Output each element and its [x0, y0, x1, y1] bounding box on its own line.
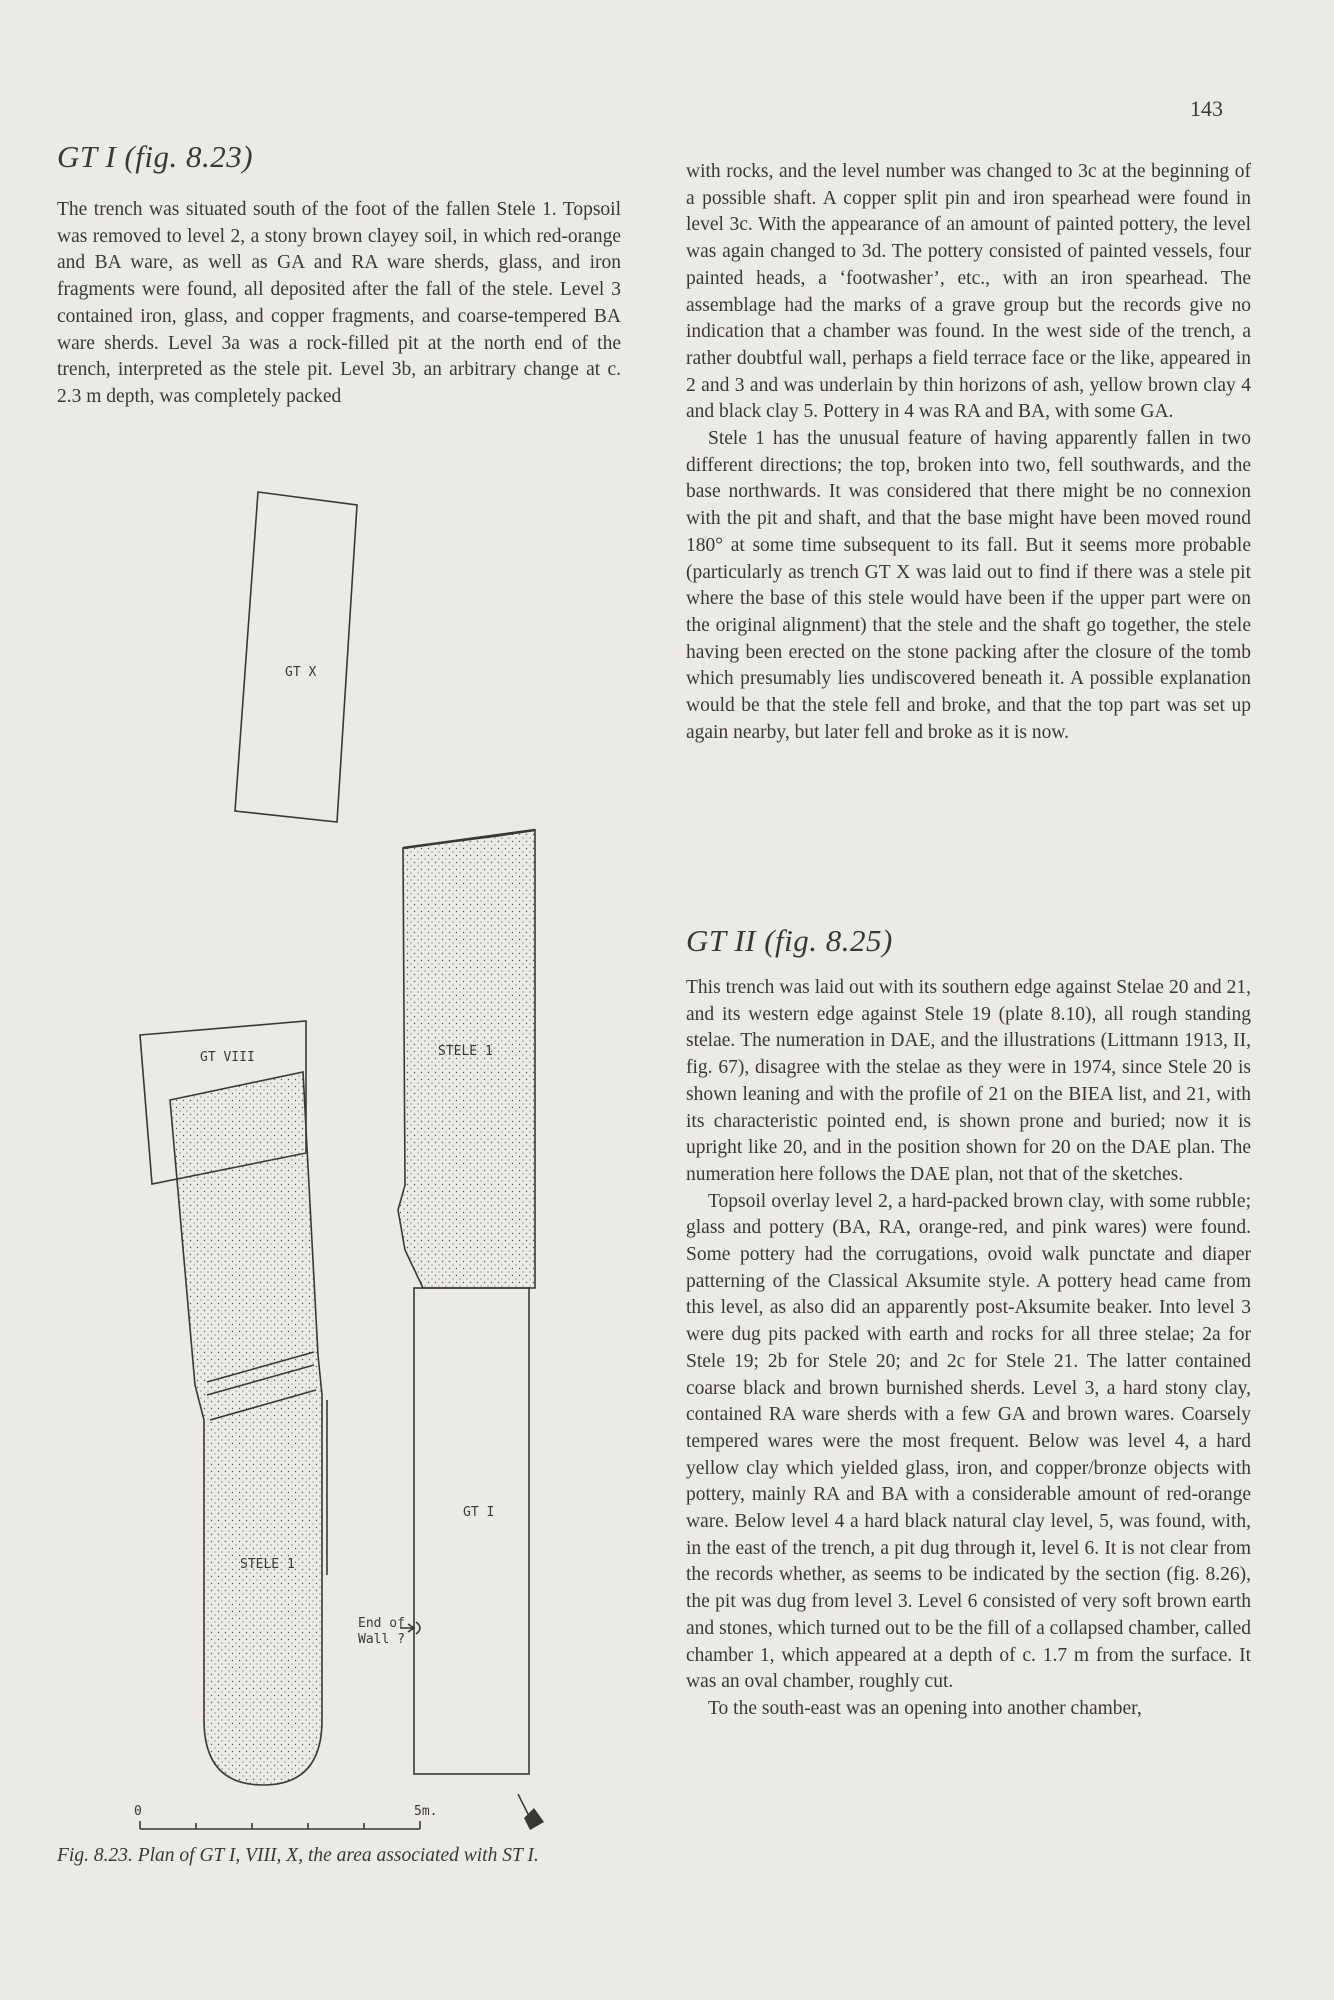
gt1-paragraph-1: The trench was situated south of the foot of the fallen Stele 1. Topsoil was removed to level 2, a stony brown clayey soil, in which red-orange and BA ware, as well as GA and RA ware sherds, glass, and iron fragments were found, all deposited after the fall of the stele. Level 3 contained iron, glass, and copper fragments, and coarse-tempered BA ware sherds. Level 3a was a rock-filled pit at the north end of the trench, interpreted as the stele pit. Level 3b, an arbitrary change at c. 2.3 m depth, was completely packed: [57, 199, 621, 407]
label-end-of-wall-line1: End of: [358, 1616, 405, 1631]
scale-label-five: 5m.: [414, 1804, 438, 1819]
label-gt-x: GT X: [285, 665, 317, 680]
section-heading-gt2: GT II (fig. 8.25): [686, 923, 893, 958]
figure-caption: Fig. 8.23. Plan of GT I, VIII, X, the area associated with ST I.: [57, 1845, 539, 1866]
north-arrow-icon: [518, 1794, 544, 1830]
label-stele-1-lower: STELE 1: [240, 1557, 295, 1572]
trench-plan-figure: [100, 475, 620, 1835]
label-gt-i: GT I: [463, 1505, 495, 1520]
right-column-text-top: [686, 159, 1251, 746]
gt2-paragraph-1: This trench was laid out with its southern edge against Stelae 20 and 21, and its western edge against Stele 19 (plate 8.10), all rough standing stelae. The numeration in DAE, and the illustrations (Littmann 1913, II, fig. 67), disagree with the stelae as they were in 1974, since Stele 20 is shown leaning and with the profile of 21 on the BIEA list, and 21, with its characteristic pointed end, is shown prone and buried; now it is upright like 20, and in the position shown for 20 on the DAE plan. The numeration here follows the DAE plan, not that of the sketches.: [686, 977, 1251, 1185]
gt1-paragraph-1-continued: with rocks, and the level number was changed to 3c at the beginning of a possible shaft. A copper split pin and iron spearhead were found in level 3c. With the appearance of an amount of painted pottery, the level was again changed to 3d. The pottery consisted of painted vessels, four painted heads, a ‘footwasher’, etc., with an iron spearhead. The assemblage had the marks of a grave group but the records give no indication that a chamber was found. In the west side of the trench, a rather doubtful wall, perhaps a field terrace face or the like, appeared in 2 and 3 and was underlain by thin horizons of ash, yellow brown clay 4 and black clay 5. Pottery in 4 was RA and BA, with some GA.: [686, 161, 1251, 423]
gt2-paragraph-2: Topsoil overlay level 2, a hard-packed brown clay, with some rubble; glass and pottery (BA, RA, orange-red, and pink wares) were found. Some pottery had the corrugations, ovoid walk punctate and diaper patterning of the Classical Aksumite style. A pottery head came from this level, as also did an apparently post-Aksumite beaker. Into level 3 were dug pits packed with earth and rocks for all three stelae; 2a for Stele 19; 2b for Stele 20; and 2c for Stele 21. The latter contained coarse black and brown burnished sherds. Level 3, a hard stony clay, contained RA ware sherds with a few GA and brown wares. Coarsely tempered wares were the most frequent. Below was level 4, a hard yellow clay which yielded glass, iron, and copper/bronze objects with pottery, mainly RA and BA with a considerable amount of red-orange ware. Below level 4 a hard black natural clay level, 5, was found, with, in the east of the trench, a pit dug through it, level 6. It is not clear from the records whether, as seems to be indicated by the section (fig. 8.26), the pit was dug from level 3. Level 6 consisted of very soft brown earth and stones, which turned out to be the fill of a collapsed chamber, called chamber 1, which appeared at a depth of c. 1.7 m from the surface. It was an oval chamber, roughly cut.: [686, 1190, 1251, 1693]
trench-gt-x-outline: [235, 492, 357, 822]
scale-label-zero: 0: [134, 1804, 142, 1819]
page-number: 143: [1190, 96, 1223, 121]
label-end-of-wall-line2: Wall ?: [358, 1632, 405, 1647]
right-column-text-bottom: [686, 975, 1251, 1723]
left-column-text: [57, 197, 621, 411]
trench-gt-i-outline: [414, 1288, 529, 1774]
stele-1-lower-shape: [170, 1072, 322, 1785]
gt1-paragraph-2: Stele 1 has the unusual feature of having apparently fallen in two different directions; the top, broken into two, fell southwards, and the base northwards. It was considered that there might be no connexion with the pit and shaft, and that the base might have been moved round 180° at some time subsequent to its fall. But it seems more probable (particularly as trench GT X was laid out to find if there was a stele pit where the base of this stele would have been if the upper part were on the original alignment) that the stele and the shaft go together, the stele having been erected on the stone packing after the closure of the tomb which presumably lies undiscovered beneath it. A possible explanation would be that the stele fell and broke, and that the top part was set up again nearby, but later fell and broke as it is now.: [686, 428, 1251, 743]
stele-1-upper-shape: [398, 830, 535, 1288]
label-stele-1-upper: STELE 1: [438, 1044, 493, 1059]
gt2-paragraph-3: To the south-east was an opening into another chamber,: [708, 1697, 1142, 1719]
section-heading-gt1: GT I (fig. 8.23): [57, 139, 254, 174]
label-gt-viii: GT VIII: [200, 1050, 255, 1065]
